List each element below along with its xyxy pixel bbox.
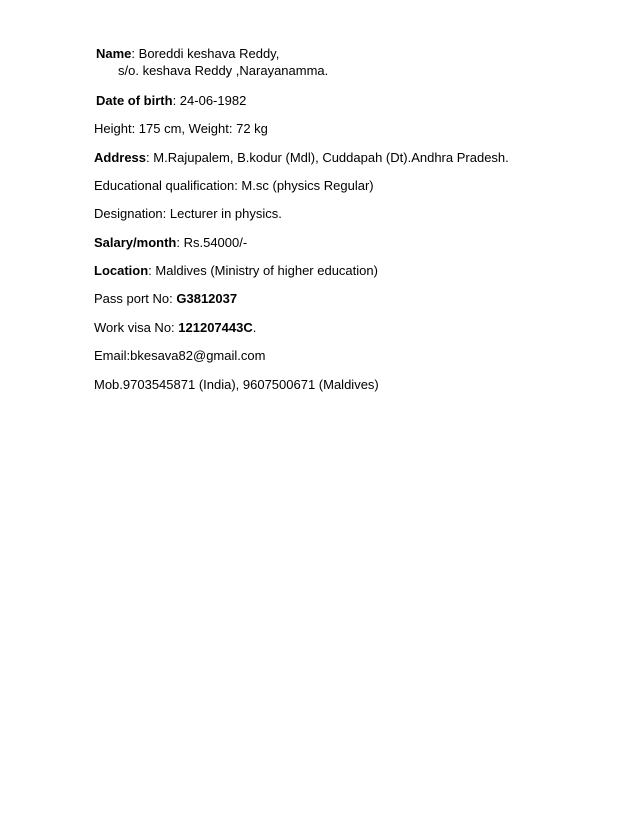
address-label: Address	[94, 150, 147, 165]
location-value: Maldives (Ministry of higher education)	[155, 263, 378, 278]
physical-value: Height: 175 cm, Weight: 72 kg	[94, 121, 268, 136]
dob-separator: :	[172, 93, 180, 108]
education-value: Educational qualification: M.sc (physics Regular)	[94, 178, 374, 193]
mobile-line	[94, 377, 379, 393]
visa-line	[94, 320, 256, 336]
designation-line	[94, 206, 282, 222]
dob-label: Date of birth	[96, 93, 173, 108]
mobile-value: Mob.9703545871 (India), 9607500671 (Maldives)	[94, 377, 379, 392]
name-line	[96, 46, 279, 62]
email-line	[94, 348, 265, 364]
location-line	[94, 263, 378, 279]
physical-line	[94, 121, 268, 137]
visa-value: 121207443C	[178, 320, 253, 335]
location-separator: :	[148, 263, 156, 278]
dob-value: 24-06-1982	[179, 93, 247, 108]
visa-suffix: .	[252, 320, 257, 335]
address-value: M.Rajupalem, B.kodur (Mdl), Cuddapah (Dt).Andhra Pradesh.	[153, 150, 509, 165]
address-separator: :	[146, 150, 154, 165]
salary-separator: :	[176, 235, 184, 250]
salary-label: Salary/month	[94, 235, 177, 250]
dob-line	[96, 93, 246, 109]
passport-line	[94, 291, 237, 307]
salary-value: Rs.54000/-	[183, 235, 248, 250]
address-line	[94, 150, 509, 166]
passport-label: Pass port No:	[94, 291, 177, 306]
passport-value: G3812037	[176, 291, 238, 306]
parent-line	[118, 63, 328, 79]
education-line	[94, 178, 374, 194]
salary-line	[94, 235, 247, 251]
location-label: Location	[94, 263, 149, 278]
name-value: Boreddi keshava Reddy,	[138, 46, 280, 61]
parent-value: s/o. keshava Reddy ,Narayanamma.	[118, 63, 329, 78]
name-label: Name	[96, 46, 132, 61]
visa-label: Work visa No:	[94, 320, 179, 335]
designation-value: Designation: Lecturer in physics.	[94, 206, 282, 221]
email-value: Email:bkesava82@gmail.com	[94, 348, 266, 363]
name-separator: :	[131, 46, 139, 61]
